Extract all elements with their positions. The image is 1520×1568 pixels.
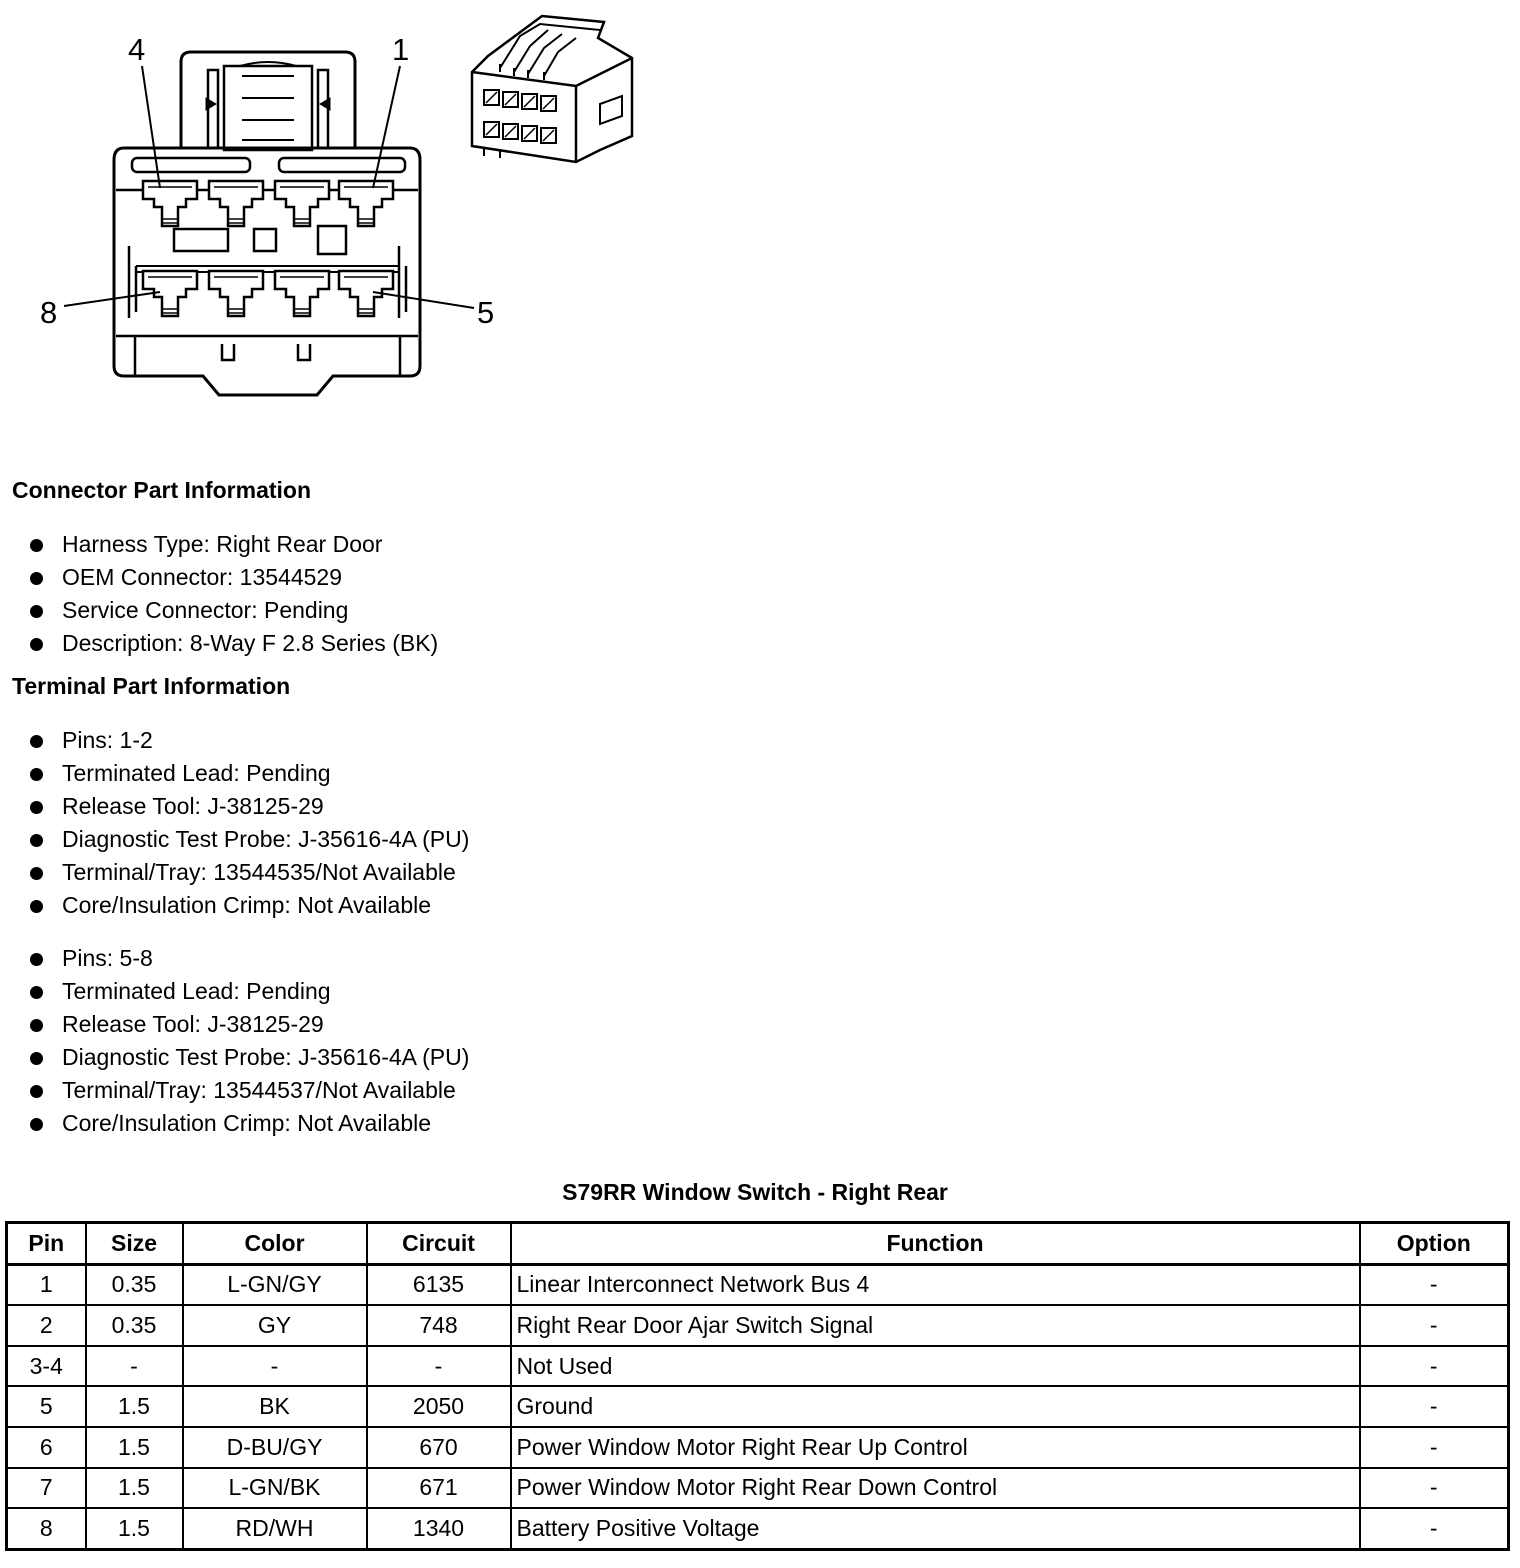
bullet-icon: [30, 801, 43, 814]
table-row: [7, 1386, 1509, 1427]
list-item: OEM Connector: 13544529: [0, 563, 438, 596]
bullet-icon: [30, 986, 43, 999]
bullet-icon: [30, 1085, 43, 1098]
cell-circuit: 670: [367, 1427, 511, 1468]
list-item: Release Tool: J-38125-29: [0, 792, 469, 825]
list-item: Harness Type: Right Rear Door: [0, 530, 438, 563]
cell-size: 0.35: [86, 1305, 183, 1346]
cell-pin: 7: [7, 1468, 86, 1509]
bullet-icon: [30, 900, 43, 913]
header-size: Size: [86, 1223, 183, 1265]
cell-size: 1.5: [86, 1386, 183, 1427]
cell-size: 1.5: [86, 1468, 183, 1509]
pin-label-8: 8: [40, 295, 58, 330]
cell-color: D-BU/GY: [183, 1427, 367, 1468]
table-row: [7, 1264, 1509, 1305]
cell-pin: 5: [7, 1386, 86, 1427]
cell-pin: 3-4: [7, 1346, 86, 1387]
header-function: Function: [511, 1223, 1360, 1265]
cell-function: Right Rear Door Ajar Switch Signal: [511, 1305, 1360, 1346]
cell-circuit: 1340: [367, 1508, 511, 1549]
connector-diagram: [0, 0, 660, 410]
terminal-row-bottom: [143, 271, 393, 316]
terminal-info-list-pins-1-2: [0, 726, 469, 924]
cell-circuit: -: [367, 1346, 511, 1387]
bullet-icon: [30, 572, 43, 585]
cell-function: Not Used: [511, 1346, 1360, 1387]
cell-option: -: [1360, 1386, 1509, 1427]
cell-color: GY: [183, 1305, 367, 1346]
cell-circuit: 6135: [367, 1264, 511, 1305]
cell-pin: 1: [7, 1264, 86, 1305]
cell-pin: 2: [7, 1305, 86, 1346]
list-item: Terminated Lead: Pending: [0, 759, 469, 792]
list-item: Core/Insulation Crimp: Not Available: [0, 891, 469, 924]
bullet-icon: [30, 539, 43, 552]
list-item: Description: 8-Way F 2.8 Series (BK): [0, 629, 438, 662]
cell-color: -: [183, 1346, 367, 1387]
connector-info-heading: Connector Part Information: [12, 477, 312, 503]
header-pin: Pin: [7, 1223, 86, 1265]
table-row: [7, 1346, 1509, 1387]
bullet-icon: [30, 638, 43, 651]
cell-option: -: [1360, 1427, 1509, 1468]
header-color: Color: [183, 1223, 367, 1265]
terminal-info-list-pins-5-8: [0, 944, 469, 1142]
terminal-row-top: [143, 181, 393, 226]
cell-circuit: 671: [367, 1468, 511, 1509]
cell-size: 1.5: [86, 1508, 183, 1549]
list-item: Pins: 1-2: [0, 726, 469, 759]
cell-function: Linear Interconnect Network Bus 4: [511, 1264, 1360, 1305]
cell-function: Power Window Motor Right Rear Up Control: [511, 1427, 1360, 1468]
cell-option: -: [1360, 1468, 1509, 1509]
list-item: Terminated Lead: Pending: [0, 977, 469, 1010]
bullet-icon: [30, 867, 43, 880]
cell-size: -: [86, 1346, 183, 1387]
table-row: [7, 1427, 1509, 1468]
list-item: Service Connector: Pending: [0, 596, 438, 629]
pin-table: [5, 1221, 1510, 1551]
cell-color: L-GN/BK: [183, 1468, 367, 1509]
cell-pin: 8: [7, 1508, 86, 1549]
bullet-icon: [30, 1118, 43, 1131]
list-item: Terminal/Tray: 13544537/Not Available: [0, 1076, 469, 1109]
cell-option: -: [1360, 1346, 1509, 1387]
cell-color: L-GN/GY: [183, 1264, 367, 1305]
pin-label-5: 5: [477, 295, 495, 330]
bullet-icon: [30, 1052, 43, 1065]
table-header-row: [7, 1223, 1509, 1265]
list-item: Terminal/Tray: 13544535/Not Available: [0, 858, 469, 891]
bullet-icon: [30, 834, 43, 847]
terminal-info-heading: Terminal Part Information: [12, 673, 291, 699]
bullet-icon: [30, 735, 43, 748]
cell-pin: 6: [7, 1427, 86, 1468]
list-item: Diagnostic Test Probe: J-35616-4A (PU): [0, 825, 469, 858]
table-row: [7, 1468, 1509, 1509]
list-item: Pins: 5-8: [0, 944, 469, 977]
cell-function: Battery Positive Voltage: [511, 1508, 1360, 1549]
cell-option: -: [1360, 1305, 1509, 1346]
bullet-icon: [30, 953, 43, 966]
table-title: S79RR Window Switch - Right Rear: [562, 1179, 948, 1205]
table-row: [7, 1508, 1509, 1549]
header-circuit: Circuit: [367, 1223, 511, 1265]
cell-option: -: [1360, 1508, 1509, 1549]
bullet-icon: [30, 768, 43, 781]
bullet-icon: [30, 605, 43, 618]
cell-circuit: 2050: [367, 1386, 511, 1427]
cell-circuit: 748: [367, 1305, 511, 1346]
cell-function: Power Window Motor Right Rear Down Control: [511, 1468, 1360, 1509]
pin-label-4: 4: [128, 32, 146, 67]
cell-size: 0.35: [86, 1264, 183, 1305]
bullet-icon: [30, 1019, 43, 1032]
pin-label-1: 1: [392, 32, 410, 67]
header-option: Option: [1360, 1223, 1509, 1265]
cell-color: BK: [183, 1386, 367, 1427]
cell-color: RD/WH: [183, 1508, 367, 1549]
table-row: [7, 1305, 1509, 1346]
cell-function: Ground: [511, 1386, 1360, 1427]
cell-size: 1.5: [86, 1427, 183, 1468]
list-item: Release Tool: J-38125-29: [0, 1010, 469, 1043]
list-item: Diagnostic Test Probe: J-35616-4A (PU): [0, 1043, 469, 1076]
connector-info-list: [0, 530, 438, 662]
list-item: Core/Insulation Crimp: Not Available: [0, 1109, 469, 1142]
cell-option: -: [1360, 1264, 1509, 1305]
